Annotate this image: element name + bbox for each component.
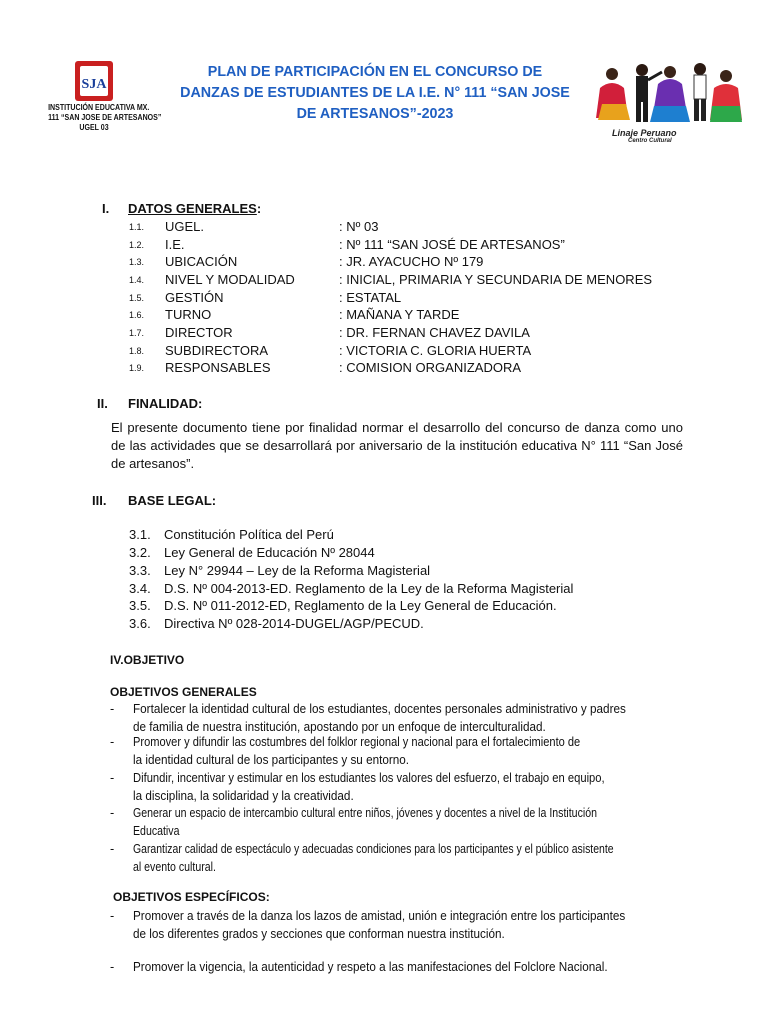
general-objective-item: [0, 733, 768, 769]
title-line-1: PLAN DE PARTICIPACIÓN EN EL CONCURSO DE: [207, 64, 543, 80]
objective-line-1: Promover y difundir las costumbres del folklor regional y nacional para el fortalecimiento de: [133, 735, 581, 749]
objective-line-1: Garantizar calidad de espectáculo y adecuadas condiciones para los participantes y el público asistente: [133, 842, 614, 856]
school-ugel: UGEL 03: [79, 122, 109, 132]
general-data-row: [0, 219, 768, 237]
item-label: UBICACIÓN: [165, 254, 238, 269]
legal-text: Ley General de Educación Nº 28044: [164, 545, 375, 560]
section-1-heading-colon: :: [256, 201, 262, 216]
legal-number: 3.6.: [129, 616, 151, 631]
item-number: 1.5.: [129, 293, 145, 303]
item-label: RESPONSABLES: [165, 360, 271, 375]
objective-line-2: de familia de nuestra institución, apostando por un enfoque de interculturalidad.: [133, 720, 546, 734]
general-data-row: [0, 290, 768, 308]
item-value: : INICIAL, PRIMARIA Y SECUNDARIA DE MENORES: [339, 272, 653, 287]
legal-item: [0, 527, 768, 545]
objective-line-1: Promover la vigencia, la autenticidad y respeto a las manifestaciones del Folclore Nacional.: [133, 960, 608, 974]
bullet-dash: -: [110, 771, 115, 785]
item-number: 1.4.: [129, 275, 145, 285]
objective-line-1: Fortalecer la identidad cultural de los estudiantes, docentes personales administrativo y padres: [133, 702, 626, 716]
item-number: 1.8.: [129, 346, 145, 356]
section-3-numeral: III.: [92, 493, 107, 508]
general-data-row: [0, 254, 768, 272]
bullet-dash: -: [110, 909, 115, 923]
cultural-center-logo: [592, 60, 742, 150]
item-number: 1.3.: [129, 257, 145, 267]
finalidad-paragraph: El presente documento tiene por finalidad normar el desarrollo del concurso de danza como uno de las actividades que se desarrollará por aniversario de la institución educativa N° 111 “San José de artesanos”.: [111, 420, 683, 471]
legal-text: Constitución Política del Perú: [164, 527, 334, 542]
objective-line-2: la disciplina, la solidaridad y la creatividad.: [133, 789, 354, 803]
objective-line-2: la identidad cultural de los participantes y su entorno.: [133, 753, 410, 767]
school-shield-icon: [74, 60, 114, 102]
legal-number: 3.3.: [129, 563, 151, 578]
general-objective-item: [0, 700, 768, 736]
legal-number: 3.5.: [129, 598, 151, 613]
title-line-3: DE ARTESANOS”-2023: [296, 106, 454, 122]
bullet-dash: -: [110, 702, 115, 716]
school-logo: [38, 60, 162, 150]
legal-item: [0, 563, 768, 581]
item-label: DIRECTOR: [165, 325, 233, 340]
item-label: I.E.: [165, 237, 185, 252]
legal-text: Directiva Nº 028-2014-DUGEL/AGP/PECUD.: [164, 616, 424, 631]
legal-number: 3.1.: [129, 527, 151, 542]
brand-name: Linaje Peruano: [612, 128, 677, 138]
item-label: GESTIÓN: [165, 290, 224, 305]
item-number: 1.6.: [129, 310, 145, 320]
section-2-heading: FINALIDAD:: [128, 396, 203, 411]
bullet-dash: -: [110, 735, 115, 749]
section-1-numeral: I.: [102, 201, 110, 216]
section-1-heading-text: DATOS GENERALES: [128, 201, 257, 216]
legal-item: [0, 581, 768, 599]
general-data-row: [0, 360, 768, 378]
school-name-line1: INSTITUCIÓN EDUCATIVA MX.: [48, 102, 150, 112]
item-number: 1.1.: [129, 222, 145, 232]
item-value: : Nº 03: [339, 219, 379, 234]
objective-line-1: Generar un espacio de intercambio cultural entre niños, jóvenes y docentes a nivel de la Institución: [133, 806, 597, 820]
item-value: : ESTATAL: [339, 290, 402, 305]
bullet-dash: -: [110, 960, 115, 974]
legal-item: [0, 545, 768, 563]
section-4-heading: IV.OBJETIVO: [110, 653, 185, 667]
section-2-numeral: II.: [97, 396, 108, 411]
legal-item: [0, 598, 768, 616]
objective-line-1: Promover a través de la danza los lazos de amistad, unión e integración entre los participantes: [133, 909, 626, 923]
item-label: NIVEL Y MODALIDAD: [165, 272, 295, 287]
objective-line-2: al evento cultural.: [133, 860, 216, 874]
general-data-row: [0, 272, 768, 290]
school-emblem-text: SJA: [81, 77, 107, 92]
specific-objective-item: [0, 907, 768, 943]
objective-line-2: de los diferentes grados y secciones que conforman nuestra institución.: [133, 927, 505, 941]
specific-objectives-heading: OBJETIVOS ESPECÍFICOS:: [113, 890, 270, 904]
brand-subtitle: Centro Cultural: [628, 138, 672, 144]
general-data-row: [0, 343, 768, 361]
item-number: 1.2.: [129, 240, 145, 250]
bullet-dash: -: [110, 842, 115, 856]
specific-objective-item: [0, 958, 768, 976]
item-value: : DR. FERNAN CHAVEZ DAVILA: [339, 325, 530, 340]
school-name-line2: 111 “SAN JOSE DE ARTESANOS”: [48, 112, 162, 122]
legal-number: 3.4.: [129, 581, 151, 596]
general-data-row: [0, 325, 768, 343]
general-objective-item: [0, 769, 768, 805]
item-value: : JR. AYACUCHO Nº 179: [339, 254, 484, 269]
bullet-dash: -: [110, 806, 115, 820]
legal-text: D.S. Nº 011-2012-ED, Reglamento de la Ley General de Educación.: [164, 598, 557, 613]
item-number: 1.7.: [129, 328, 145, 338]
item-label: SUBDIRECTORA: [165, 343, 269, 358]
general-objective-item: [0, 840, 768, 876]
general-data-row: [0, 307, 768, 325]
item-value: : VICTORIA C. GLORIA HUERTA: [339, 343, 532, 358]
legal-number: 3.2.: [129, 545, 151, 560]
item-number: 1.9.: [129, 363, 145, 373]
legal-text: D.S. Nº 004-2013-ED. Reglamento de la Ley de la Reforma Magisterial: [164, 581, 574, 596]
legal-text: Ley N° 29944 – Ley de la Reforma Magisterial: [164, 563, 431, 578]
item-label: TURNO: [165, 307, 212, 322]
item-value: : COMISION ORGANIZADORA: [339, 360, 522, 375]
item-label: UGEL.: [165, 219, 205, 234]
general-data-row: [0, 237, 768, 255]
general-objective-item: [0, 804, 768, 840]
general-objectives-heading: OBJETIVOS GENERALES: [110, 685, 257, 699]
section-3-heading: BASE LEGAL:: [128, 493, 217, 508]
legal-item: [0, 616, 768, 634]
objective-line-1: Difundir, incentivar y estimular en los estudiantes los valores del esfuerzo, el trabajo en equipo,: [133, 771, 605, 785]
dancers-illustration-icon: [592, 60, 742, 128]
document-title: [170, 62, 580, 125]
item-value: : Nº 111 “SAN JOSÉ DE ARTESANOS”: [339, 237, 565, 252]
section-1-heading: [128, 201, 261, 216]
title-line-2: DANZAS DE ESTUDIANTES DE LA I.E. N° 111 “SAN JOSE: [180, 85, 570, 101]
objective-line-2: Educativa: [133, 824, 180, 838]
item-value: : MAÑANA Y TARDE: [339, 307, 460, 322]
